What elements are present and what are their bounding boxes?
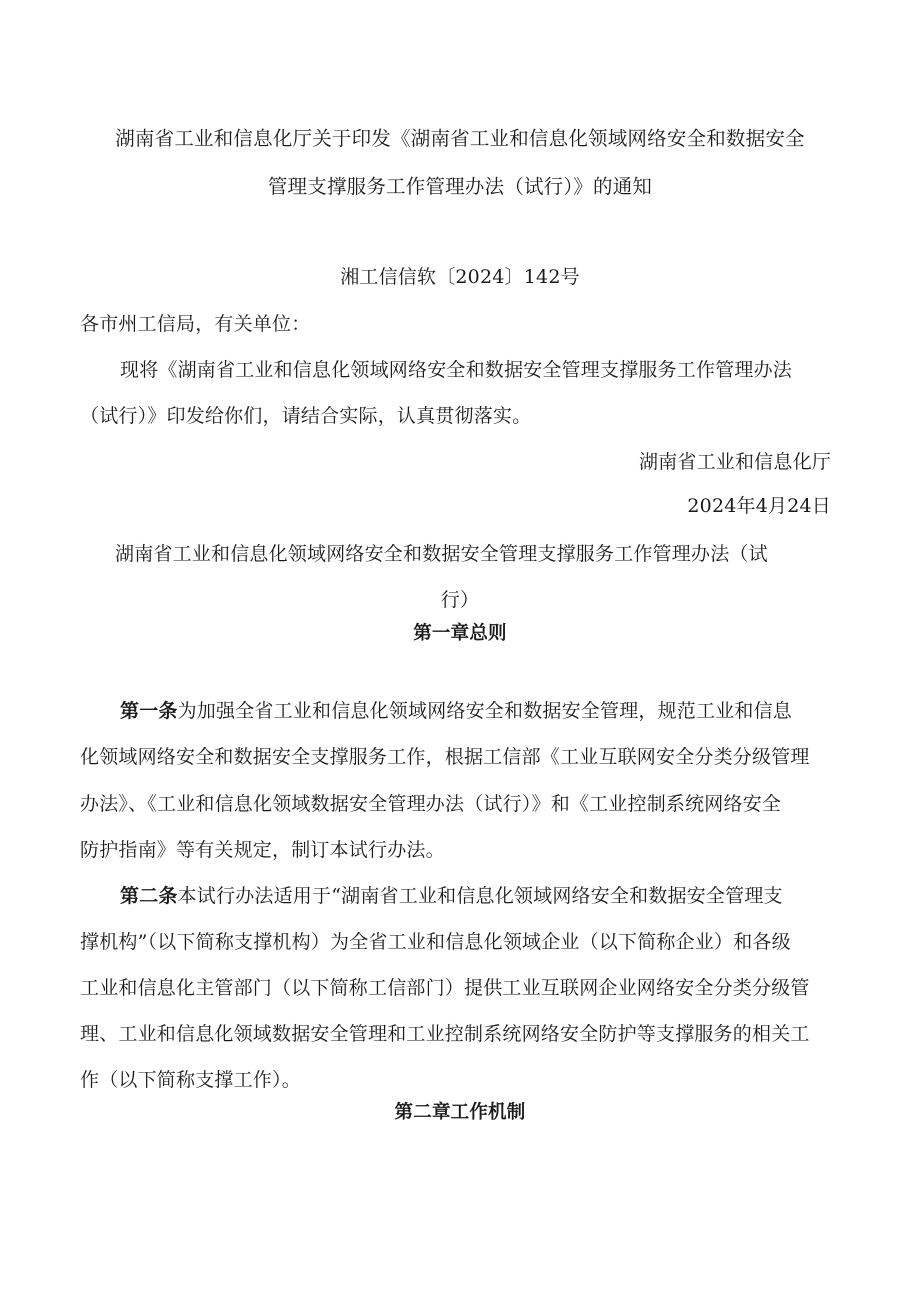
notice-body-line-1: 现将《湖南省工业和信息化领域网络安全和数据安全管理支撑服务工作管理办法 [120, 359, 793, 381]
article-1-line-1 [120, 699, 792, 723]
article-2-line-5: 作（以下简称支撑工作）。 [80, 1069, 301, 1091]
document-number: 湘工信信软〔2024〕142号 [340, 266, 580, 288]
issue-date: 2024年4月24日 [687, 495, 831, 517]
article-1-line-3: 办法》、《工业和信息化领域数据安全管理办法（试行）》和《工业控制系统网络安全 [80, 793, 782, 815]
article-1-text-1: 为加强全省工业和信息化领域网络安全和数据安全管理，规范工业和信息 [177, 700, 793, 722]
article-2-line-4: 理、工业和信息化领域数据安全管理和工业控制系统网络安全防护等支撑服务的相关工 [80, 1023, 810, 1045]
measures-title-line-2: 行） [440, 589, 480, 611]
notice-title-line-2: 管理支撑服务工作管理办法（试行）》的通知 [267, 175, 653, 198]
article-2-line-2: 撑机构”（以下简称支撑机构）为全省工业和信息化领域企业（以下简称企业）和各级 [80, 931, 791, 953]
article-1-line-2: 化领域网络安全和数据安全支撑服务工作，根据工信部《工业互联网安全分类分级管理 [80, 746, 810, 768]
article-1-label: 第一条 [120, 700, 178, 722]
addressee: 各市州工信局，有关单位： [80, 313, 311, 335]
notice-title-line-1: 湖南省工业和信息化厅关于印发《湖南省工业和信息化领域网络安全和数据安全 [115, 127, 805, 150]
article-2-line-3: 工业和信息化主管部门（以下简称工信部门）提供工业互联网企业网络安全分类分级管 [80, 977, 810, 999]
chapter-1-heading: 第一章总则 [413, 623, 507, 644]
article-1-line-4: 防护指南》等有关规定，制订本试行办法。 [80, 839, 445, 861]
issuer-signature: 湖南省工业和信息化厅 [638, 451, 831, 473]
chapter-2-heading: 第二章工作机制 [394, 1102, 526, 1123]
notice-body-line-2: （试行）》印发给你们，请结合实际，认真贯彻落实。 [80, 405, 532, 427]
measures-title-line-1: 湖南省工业和信息化领域网络安全和数据安全管理支撑服务工作管理办法（试 [115, 543, 768, 565]
article-2-text-1: 本试行办法适用于“湖南省工业和信息化领域网络安全和数据安全管理支 [177, 885, 783, 907]
article-2-line-1 [120, 884, 783, 908]
article-2-label: 第二条 [120, 885, 178, 907]
